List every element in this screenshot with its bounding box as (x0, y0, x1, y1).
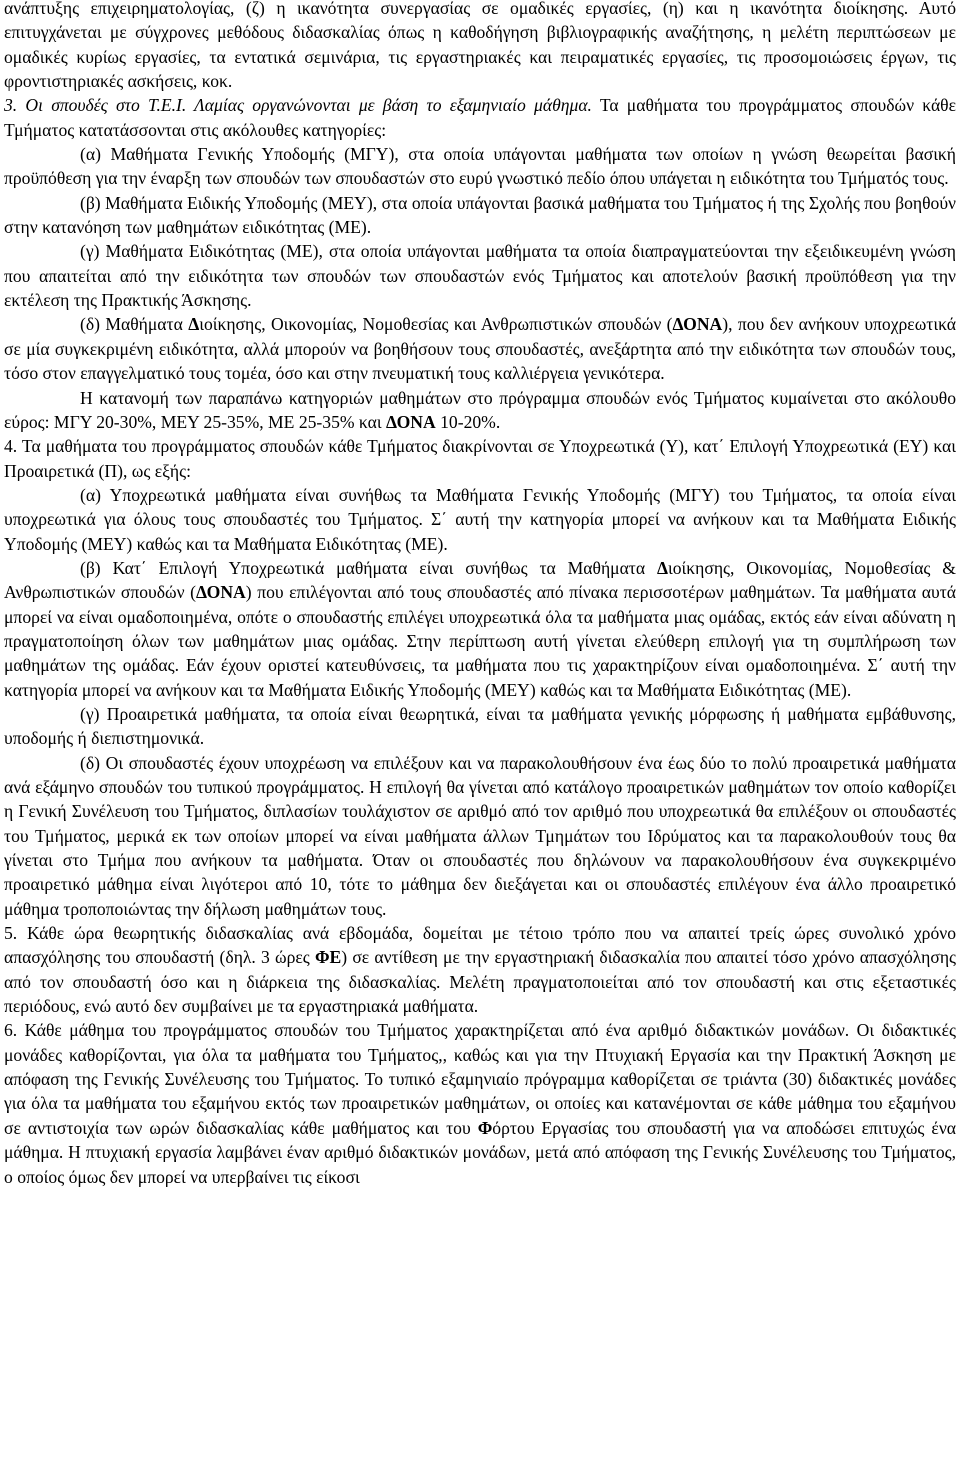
text-run: (δ) Μαθήματα (80, 314, 189, 335)
section-3-lead: 3. Οι σπουδές στο Τ.Ε.Ι. Λαμίας οργανώνονται με βάση το εξαμηνιαίο μάθημα. (4, 95, 592, 116)
text-run: ) που επιλέγονται από τους σπουδαστές από πίνακα περισσοτέρων μαθημάτων. Τα μαθήματα αυτά μπορεί να είναι ομαδοποιημένα, οπότε ο σπουδαστής επιλέγει υποχρεωτικά όλα τα μαθήματα μιας ομάδας, εκτός εάν είναι αδύνατη η πραγματοποίηση όλων των μαθημάτων μιας ομάδας. Στην περίπτωση αυτή γίνεται ελεύθερη επιλογή για τη συμπλήρωση των μαθημάτων της ομάδας. Εάν έχουν οριστεί κατευθύνσεις, τα μαθήματα που τις χαρακτηρίζουν είναι ομαδοποιημένα. Σ΄ αυτή την κατηγορία μπορεί να ανήκουν και τα Μαθήματα Ειδικής Υποδομής (ΜΕΥ) καθώς και τα Μαθήματα Ειδικότητας (ΜΕ). (4, 582, 956, 700)
paragraph-3-distribution (4, 386, 956, 435)
text-run: 4. Τα μαθήματα του προγράμματος σπουδών κάθε Τμήματος διακρίνονται σε Υποχρεωτικά (Υ), κατ΄ Επιλογή Υποχρεωτικά (ΕΥ) και Προαιρετικά (Π), ως εξής: (4, 436, 956, 481)
text-run: όρτου Εργασίας του σπουδαστή για να αποδώσει επιτυχώς ένα μάθημα. Η πτυχιακή εργασία λαμβάνει έναν αριθμό διδακτικών μονάδων, μετά από απόφαση της Γενικής Συνέλευσης του Τμήματος, ο οποίος όμως δεν μπορεί να υπερβαίνει τις είκοσι (4, 1117, 956, 1187)
text-run: (γ) Προαιρετικά μαθήματα, τα οποία είναι θεωρητικά, είναι τα μαθήματα γενικής μόρφωσης ή μαθήματα εμβάθυνσης, υποδομής ή διεπιστημονικά. (4, 703, 956, 749)
text-run: (α) Υποχρεωτικά μαθήματα είναι συνήθως τα Μαθήματα Γενικής Υποδομής (ΜΓΥ) του Τμήματος, τα οποία είναι υποχρεωτικά για όλους τους σπουδαστές του Τμήματος. Σ΄ αυτή την κατηγορία μπορεί να ανήκουν και τα Μαθήματα Ειδικής Υποδομής (ΜΕΥ) καθώς και τα Μαθήματα Ειδικότητας (ΜΕ). (4, 484, 956, 554)
paragraph-section-6 (4, 1018, 956, 1188)
paragraph-3d (4, 312, 956, 385)
paragraph-section-3 (4, 93, 956, 142)
text-run: (β) Μαθήματα Ειδικής Υποδομής (ΜΕΥ), στα οποία υπάγονται βασικά μαθήματα του Τμήματος ή της Σχολής που βοηθούν στην κατανόηση των μαθημάτων ειδικότητας (ΜΕ). (4, 192, 956, 238)
text-run: 5. Κάθε ώρα θεωρητικής διδασκαλίας ανά εβδομάδα, δομείται με τέτοιο τρόπο που να απαιτεί τρείς ώρες συνολικό χρόνο απασχόλησης του σπουδαστή (δηλ. 3 ώρες (4, 923, 956, 968)
text-run: 10-20%. (435, 411, 501, 432)
paragraph-section-5 (4, 921, 956, 1018)
paragraph-4a (4, 483, 956, 556)
text-run: Τα μαθήματα του προγράμματος σπουδών κάθε Τμήματος κατατάσσονται στις ακόλουθες κατηγορίες: (4, 95, 956, 140)
paragraph-4c (4, 702, 956, 751)
bold-run: ΔΟΝΑ (196, 582, 246, 603)
bold-run: Δ (657, 557, 669, 578)
paragraph-section-4 (4, 434, 956, 483)
text-run: ανάπτυξης επιχειρηματολογίας, (ζ) η ικανότητα συνεργασίας σε ομαδικές εργασίες, (η) και η ικανότητα διοίκησης. Αυτό επιτυγχάνεται με σύγχρονες μεθόδους διδασκαλίας όπως η καθοδήγηση βιβλιογραφικής αναζήτησης, η μελέτη περιπτώσεων με ομαδικές κυρίως εργασίες, τα εντατικά σεμινάρια, τις εργαστηριακές και πειραματικές εργασίες, τις προσομοιώσεις έργων, τις φροντιστηριακές ασκήσεις, κοκ. (4, 0, 956, 92)
text-run: ιοίκησης, Οικονομίας, Νομοθεσίας και Ανθρωπιστικών σπουδών ( (199, 314, 673, 335)
bold-run: ΦΕ (314, 947, 342, 968)
paragraph-3c (4, 239, 956, 312)
paragraph-4b (4, 556, 956, 702)
bold-run: Δ (188, 314, 200, 335)
text-run: Η κατανομή των παραπάνω κατηγοριών μαθημάτων στο πρόγραμμα σπουδών ενός Τμήματος κυμαίνεται στο ακόλουθο εύρος: ΜΓΥ 20-30%, ΜΕΥ 25-35%, ΜΕ 25-35% και (4, 387, 956, 432)
bold-run: ΔΟΝΑ (386, 411, 436, 432)
paragraph-intro (4, 0, 956, 93)
text-run: (δ) Οι σπουδαστές έχουν υποχρέωση να επιλέξουν και να παρακολουθήσουν ένα έως δύο το πολύ προαιρετικά μαθήματα ανά εξάμηνο σπουδών του τυπικού προγράμματος. Η επιλογή θα γίνεται από κατάλογο προαιρετικών μαθημάτων τον οποίο καθορίζει η Γενική Συνέλευση του Τμήματος, διπλασίων τουλάχιστον σε αριθμό από τον αριθμό που υποχρεωτικά θα επιλέξουν οι σπουδαστές του Τμήματος, μερικά εκ των οποίων μπορεί να είναι μαθήματα άλλων Τμημάτων του Ιδρύματος και τα παρακολουθούν τους θα γίνεται στο Τμήμα που ανήκουν τα μαθήματα. Όταν οι σπουδαστές που δηλώνουν να παρακολουθήσουν ένα συγκεκριμένο προαιρετικό μάθημα είναι λιγότεροι από 10, τότε το μάθημα δεν διεξάγεται και οι σπουδαστές επιλέγουν ένα άλλο προαιρετικό μάθημα τροποποιώντας την δήλωση μαθημάτων τους. (4, 752, 956, 919)
text-run: (α) Μαθήματα Γενικής Υποδομής (ΜΓΥ), στα οποία υπάγονται μαθήματα των οποίων η γνώση θεωρείται βασική προϋπόθεση για την έναρξη των σπουδών των σπουδαστών στο ευρύ γνωστικό πεδίο όπου υπάγεται η ειδικότητα του Τμήματός τους. (4, 144, 956, 189)
paragraph-4d (4, 751, 956, 921)
text-run: (γ) Μαθήματα Ειδικότητας (ΜΕ), στα οποία υπάγονται μαθήματα τα οποία διαπραγματεύονται την εξειδικευμένη γνώση που απαιτείται από την ειδικότητα των σπουδών των σπουδαστών ενός Τμήματος και αποτελούν βασική προϋπόθεση για την εκτέλεση της Πρακτικής Άσκησης. (4, 241, 956, 311)
paragraph-3a (4, 142, 956, 191)
text-run: ) σε αντίθεση με την εργαστηριακή διδασκαλία που απαιτεί τόσο χρόνο απασχόλησης από τον σπουδαστή όσο και η διάρκεια της διδασκαλίας. Μελέτη πραγματοποιείται από τον σπουδαστή και στις εξεταστικές περιόδους, ενώ αυτό δεν συμβαίνει με τα εργαστηριακά μαθήματα. (4, 947, 956, 1017)
text-run: ιοίκησης, Οικονομίας, Νομοθεσίας & Ανθρωπιστικών σπουδών ( (4, 557, 956, 603)
paragraph-3b (4, 191, 956, 240)
text-run: 6. Κάθε μάθημα του προγράμματος σπουδών του Τμήματος χαρακτηρίζεται από ένα αριθμό διδακτικών μονάδων. Οι διδακτικές μονάδες καθορίζονται, για όλα τα μαθήματα του Τμήματος,, καθώς και για την Πτυχιακή Εργασία και την Πρακτική Άσκηση με απόφαση της Γενικής Συνέλευσης του Τμήματος. Το τυπικό εξαμηνιαίο πρόγραμμα καθορίζεται σε τριάντα (30) διδακτικές μονάδες για όλα τα μαθήματα του εξαμήνου εκτός των προαιρετικών μαθημάτων, οι οποίες και κατανέμονται σε κάθε μάθημα του εξαμήνου σε αντιστοιχία των ωρών διδασκαλίας κάθε μαθήματος και του (4, 1020, 956, 1138)
bold-run: Φ (477, 1117, 493, 1138)
text-run: ), που δεν ανήκουν υποχρεωτικά σε μία συγκεκριμένη ειδικότητα, αλλά μπορούν να βοηθήσουν τους σπουδαστές, ανεξάρτητα από την ειδικότητα των σπουδών τους, τόσο στον επαγγελματικό τους τομέα, όσο και στην πνευματική τους καλλιέργεια γενικότερα. (4, 314, 957, 384)
text-run: (β) Κατ΄ Επιλογή Υποχρεωτικά μαθήματα είναι συνήθως τα Μαθήματα (80, 557, 657, 578)
bold-run: ΔΟΝΑ (672, 314, 723, 335)
